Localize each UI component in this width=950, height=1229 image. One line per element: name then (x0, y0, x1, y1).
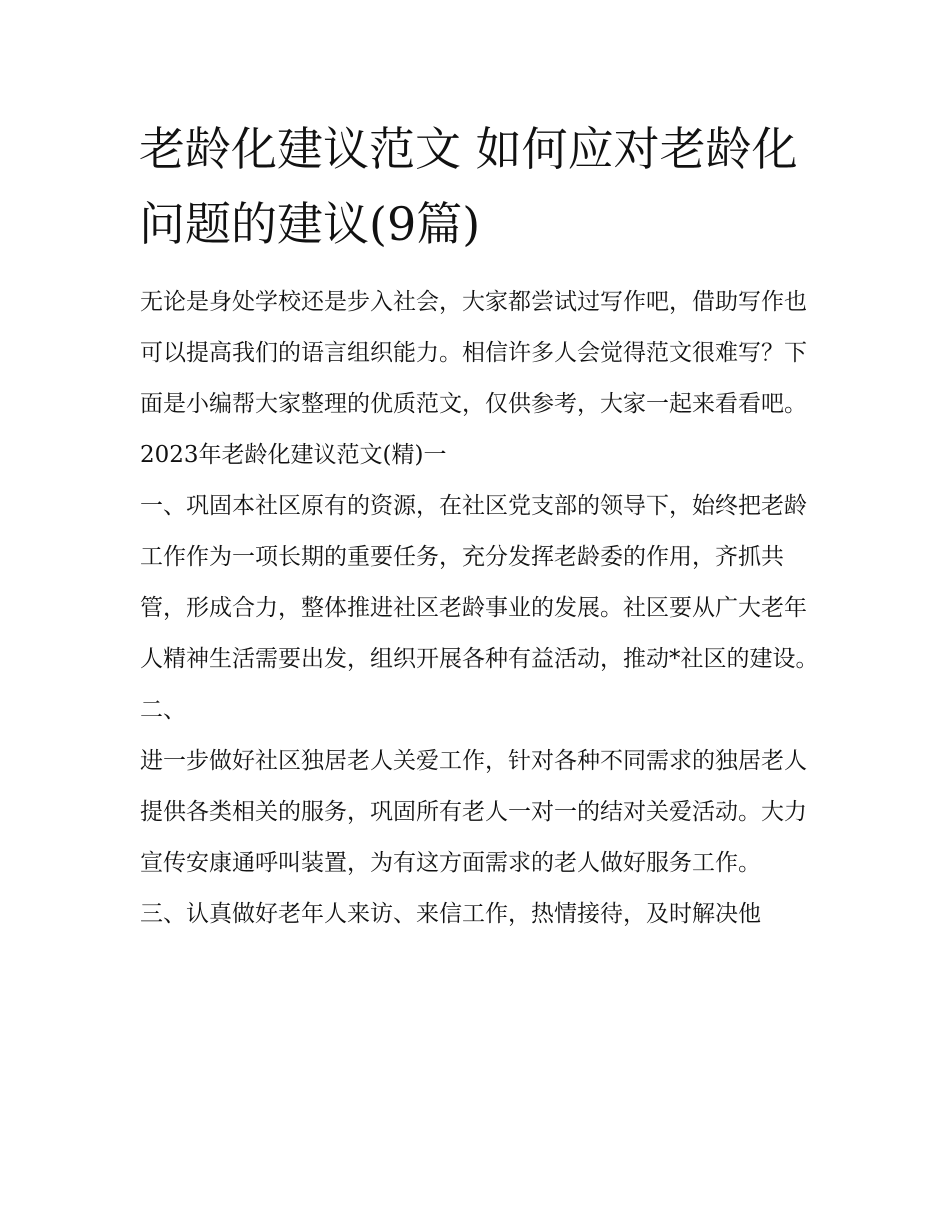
list-marker: 二、 (140, 697, 186, 723)
body-paragraph: 进一步做好社区独居老人关爱工作，针对各种不同需求的独居老人提供各类相关的服务，巩固所有老人一对一的结对关爱活动。大力宣传安康通呼叫装置，为有这方面需求的老人做好服务工作。 (140, 748, 807, 876)
body-paragraph: 三、认真做好老年人来访、来信工作，热情接待，及时解决他 (140, 901, 761, 927)
document-title: 老龄化建议范文 如何应对老龄化问题的建议(9篇) (139, 122, 798, 251)
section-heading: 2023年老龄化建议范文(精)一 (140, 442, 447, 468)
document-body (140, 277, 820, 940)
body-paragraph: 一、巩固本社区原有的资源，在社区党支部的领导下，始终把老龄工作作为一项长期的重要任务，充分发挥老龄委的作用，齐抓共管，形成合力，整体推进社区老龄事业的发展。社区要从广大老年人精神生活需要出发，组织开展各种有益活动，推动*社区的建设。 (140, 493, 819, 672)
intro-paragraph: 无论是身处学校还是步入社会，大家都尝试过写作吧，借助写作也可以提高我们的语言组织能力。相信许多人会觉得范文很难写？下面是小编帮大家整理的优质范文，仅供参考，大家一起来看看吧。 (140, 289, 807, 417)
